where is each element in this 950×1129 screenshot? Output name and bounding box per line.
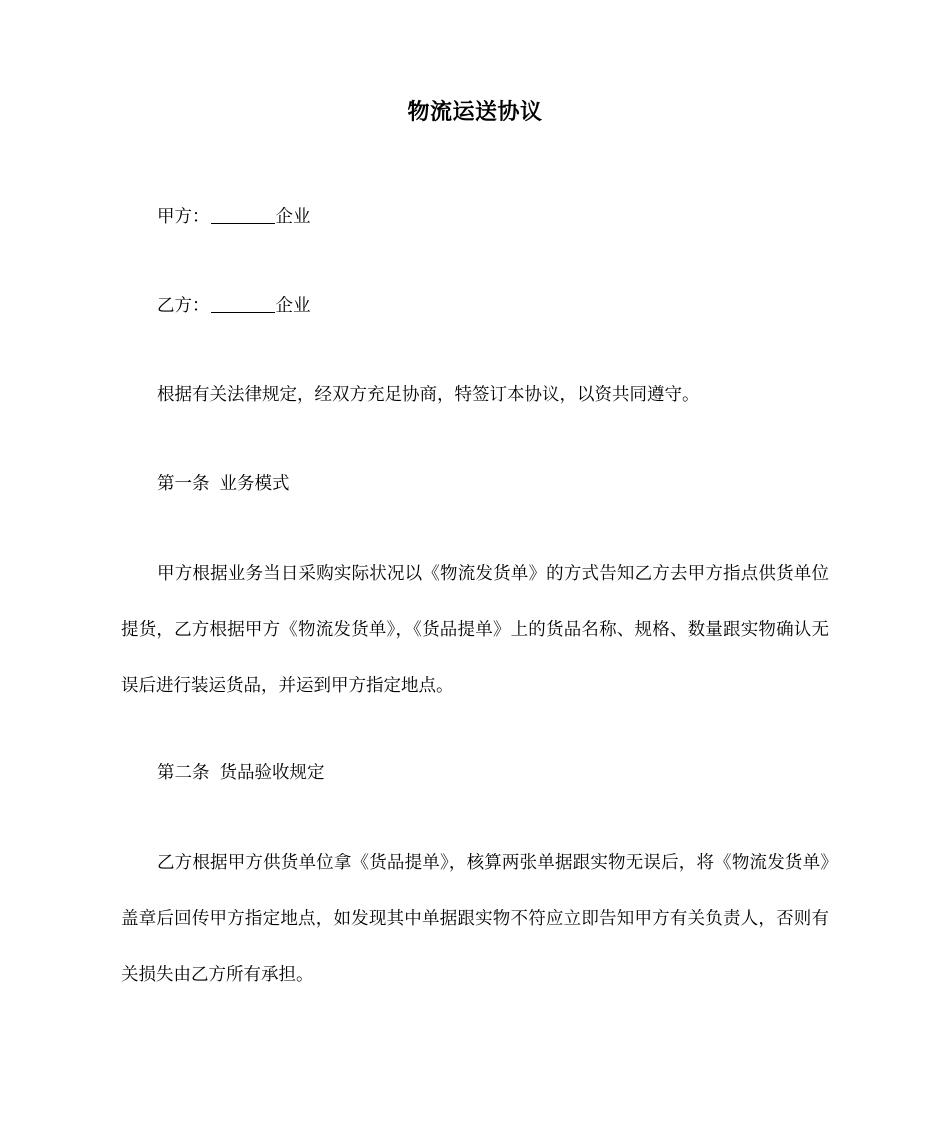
- party-a-blank: [211, 205, 275, 224]
- article2-body: 乙方根据甲方供货单位拿《货品提单》，核算两张单据跟实物无误后，将《物流发货单》盖章后回传甲方指定地点，如发现其中单据跟实物不符应立即告知甲方有关负责人，否则有关损失由乙方所有承担。: [121, 853, 829, 985]
- article2-heading: [157, 759, 325, 787]
- preamble: 根据有关法律规定，经双方充足协商，特签订本协议，以资共同遵守。: [157, 385, 700, 405]
- party-a-label: 甲方：: [157, 207, 210, 227]
- article1-number: 第一条: [157, 474, 210, 494]
- party-b-line: [157, 292, 311, 320]
- party-a-suffix: 企业: [275, 207, 311, 227]
- article2-title: 货品验收规定: [219, 763, 325, 783]
- article1-heading: [157, 470, 290, 498]
- party-b-blank: [211, 294, 275, 313]
- article1-title: 业务模式: [219, 474, 290, 494]
- party-b-label: 乙方：: [157, 296, 210, 316]
- article1-body: 甲方根据业务当日采购实际状况以《物流发货单》的方式告知乙方去甲方指点供货单位提货，乙方根据甲方《物流发货单》，《货品提单》上的货品名称、规格、数量跟实物确认无误后进行装运货品，并运到甲方指定地点。: [121, 564, 829, 696]
- document-title: 物流运送协议: [407, 100, 543, 125]
- party-b-suffix: 企业: [275, 296, 311, 316]
- party-a-line: [157, 203, 311, 231]
- article2-number: 第二条: [157, 763, 210, 783]
